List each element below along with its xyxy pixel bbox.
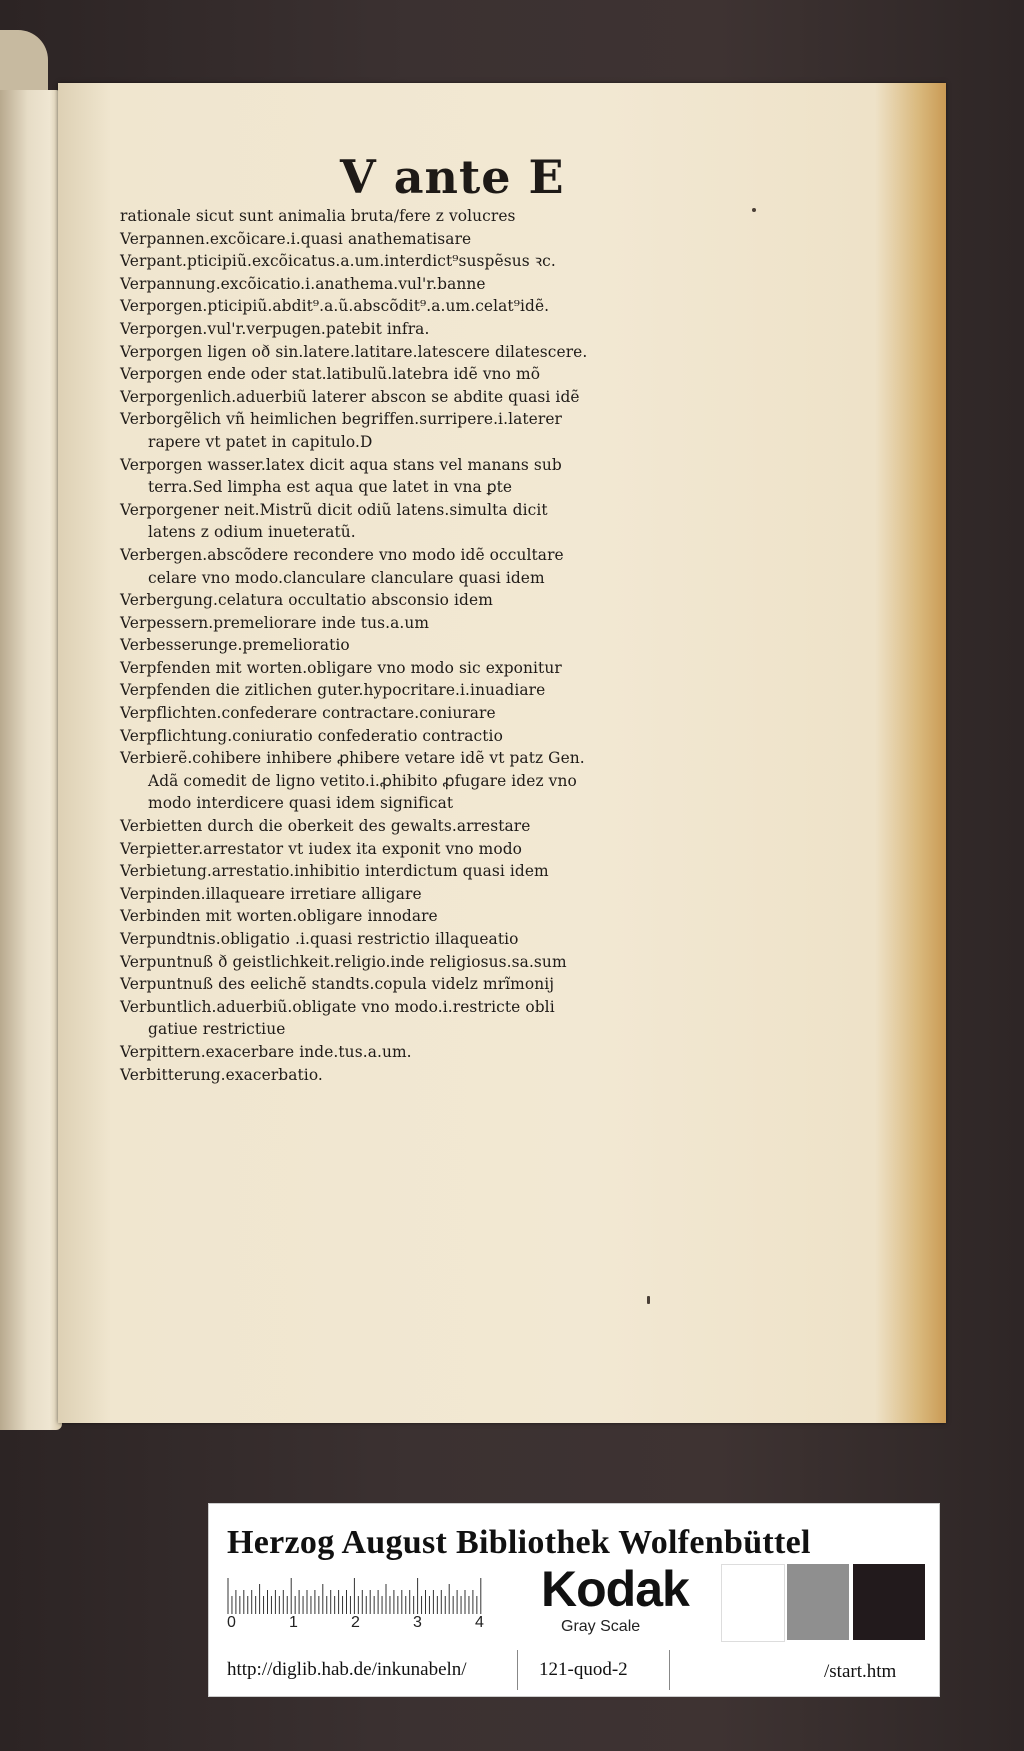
text-line: Verpannen.excõicare.i.quasi anathematisare	[120, 229, 472, 248]
text-line: Verborgẽlich vñ heimlichen begriffen.surripere.i.laterer	[120, 410, 562, 429]
text-line: Verpfenden die zitlichen guter.hypocritare.i.inuadiare	[120, 681, 546, 700]
text-line: Verporgenlich.aduerbiũ laterer abscon se abdite quasi idẽ	[120, 387, 580, 406]
text-line: Verpundtnis.obligatio .i.quasi restrictio illaqueatio	[120, 930, 519, 948]
gray-scale-caption: Gray Scale	[561, 1618, 641, 1635]
ruler-number: 0	[227, 1614, 236, 1631]
text-line: latens z odium inueteratũ.	[148, 523, 356, 542]
text-line: Verpessern.premeliorare inde tus.a.um	[120, 613, 430, 632]
text-line: Verpietter.arrestator vt iudex ita exponit vno modo	[120, 839, 523, 858]
left-page-edge	[0, 90, 62, 1430]
gray-swatch-mid	[787, 1564, 849, 1640]
text-line: Verporgen wasser.latex dicit aqua stans vel manans sub	[120, 455, 562, 474]
text-line: Verporgen ende oder stat.latibulũ.latebra idẽ vno mõ	[120, 365, 541, 384]
text-line: Verpannung.excõicatio.i.anathema.vul'r.banne	[120, 274, 486, 293]
ruler-number: 4	[475, 1614, 484, 1631]
source-url: http://diglib.hab.de/inkunabeln/	[227, 1650, 518, 1690]
text-line: Verbergen.abscõdere recondere vno modo idẽ occultare	[120, 545, 564, 564]
text-line: rationale sicut sunt animalia bruta/fere z volucres	[120, 207, 516, 225]
text-line: Verpuntnuß des eelichẽ standts.copula videlz mrĩmonij	[120, 975, 555, 994]
text-line: Verpuntnuß ð geistlichkeit.religio.inde religiosus.sa.sum	[120, 952, 567, 971]
text-line: Verporgen.pticipiũ.abdit⁹.a.ũ.abscõdit⁹.a.um.celat⁹idẽ.	[120, 297, 550, 316]
text-line: Verbergung.celatura occultatio absconsio idem	[120, 591, 493, 610]
ruler-number: 2	[351, 1614, 360, 1631]
text-line: Verbietung.arrestatio.inhibitio interdictum quasi idem	[120, 862, 549, 881]
text-line: Verpflichten.confederare contractare.coniurare	[120, 704, 496, 723]
ruler-numbers	[227, 1614, 497, 1634]
text-line: Verpflichtung.coniuratio confederatio contractio	[120, 726, 503, 745]
text-line: Verbesserunge.premelioratio	[120, 636, 350, 655]
ruler-scale	[227, 1576, 485, 1614]
text-line: Verpittern.exacerbare inde.tus.a.um.	[120, 1042, 412, 1061]
text-line: Verbierẽ.cohibere inhibere ꝓhibere vetare idẽ vt patz Gen.	[120, 749, 585, 768]
text-line: Verbietten durch die oberkeit des gewalts.arrestare	[120, 817, 531, 836]
ruler-number: 3	[413, 1614, 422, 1631]
ink-speck	[647, 1296, 650, 1304]
start-path: /start.htm	[824, 1661, 897, 1682]
shelf-code: 121-quod-2	[539, 1650, 670, 1690]
text-line: rapere vt patet in capitulo.D	[148, 432, 373, 451]
text-line: Verpant.pticipiũ.excõicatus.a.um.interdict⁹suspẽsus ꝛc.	[120, 252, 556, 271]
text-line: Verporgen ligen oð sin.latere.latitare.latescere dilatescere.	[120, 342, 588, 361]
library-label	[208, 1503, 940, 1697]
ruler-number: 1	[289, 1614, 298, 1631]
kodak-logo: Kodak	[541, 1561, 689, 1617]
text-line: Verporgener neit.Mistrũ dicit odiũ latens.simulta dicit	[120, 500, 548, 519]
text-line: Verbuntlich.aduerbiũ.obligate vno modo.i.restricte obli	[120, 997, 555, 1016]
page-text	[120, 205, 700, 1086]
ink-speck	[752, 208, 756, 212]
text-line: gatiue restrictiue	[148, 1020, 286, 1039]
text-line: modo interdicere quasi idem significat	[148, 794, 454, 813]
text-line: Verbinden mit worten.obligare innodare	[120, 907, 438, 926]
gray-swatch-white	[721, 1564, 785, 1642]
institution-name: Herzog August Bibliothek Wolfenbüttel	[227, 1524, 811, 1561]
page-heading: V ante E	[340, 150, 565, 204]
gray-swatch-black	[853, 1564, 925, 1640]
text-line: celare vno modo.clanculare clanculare quasi idem	[148, 568, 545, 587]
text-line: terra.Sed limpha est aqua que latet in vna ꝑte	[148, 478, 513, 497]
text-line: Verpinden.illaqueare irretiare alligare	[120, 884, 422, 903]
text-line: Verbitterung.exacerbatio.	[120, 1065, 323, 1084]
text-line: Verporgen.vul'r.verpugen.patebit infra.	[120, 319, 430, 338]
text-line: Adã comedit de ligno vetito.i.ꝓhibito ꝓfugare idez vno	[148, 771, 577, 790]
text-line: Verpfenden mit worten.obligare vno modo sic exponitur	[120, 658, 562, 677]
